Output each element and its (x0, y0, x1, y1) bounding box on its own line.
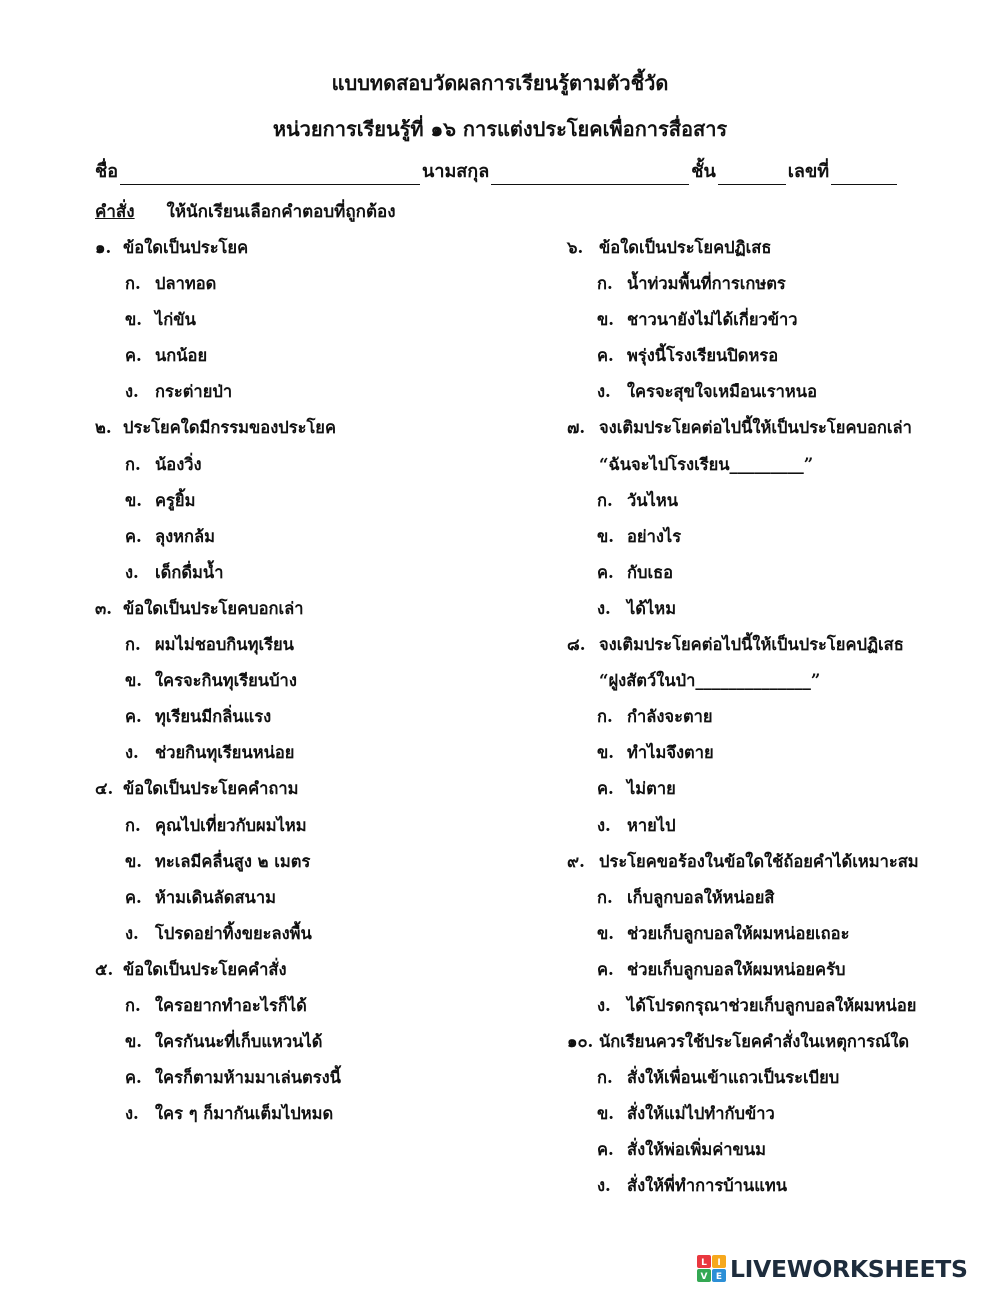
option-9-c[interactable]: ค. ช่วยเก็บลูกบอลให้ผมหน่อยครับ (597, 959, 846, 979)
option-3-b[interactable]: ข. ใครจะกินทุเรียนบ้าง (125, 671, 297, 691)
option-7-d[interactable]: ง. ได้ไหม (597, 598, 677, 618)
option-10-c[interactable]: ค. สั่งให้พ่อเพิ่มค่าขนม (597, 1140, 766, 1160)
surname-blank[interactable] (491, 164, 689, 185)
question-5: ๕. ข้อใดเป็นประโยคคำสั่ง (95, 959, 287, 979)
svg-text:L: L (701, 1258, 707, 1268)
option-10-d[interactable]: ง. สั่งให้พี่ทำการบ้านแทน (597, 1176, 788, 1196)
option-2-c[interactable]: ค. ลุงหกล้ม (125, 526, 216, 546)
questions-right-column (567, 230, 987, 1205)
option-1-b[interactable]: ข. ไก่ขัน (125, 310, 196, 330)
student-info-row (95, 156, 905, 185)
option-5-d[interactable]: ง. ใคร ๆ ก็มากันเต็มไปหมด (125, 1104, 334, 1124)
question-1: ๑. ข้อใดเป็นประโยค (95, 238, 249, 257)
option-7-a[interactable]: ก. วันไหน (597, 490, 678, 510)
option-7-c[interactable]: ค. กับเธอ (597, 562, 674, 582)
option-3-a[interactable]: ก. ผมไม่ชอบกินทุเรียน (125, 635, 294, 655)
page-title: แบบทดสอบวัดผลการเรียนรู้ตามตัวชี้วัด (331, 71, 669, 95)
name-label: ชื่อ (95, 161, 119, 182)
option-1-d[interactable]: ง. กระต่ายป่า (125, 382, 233, 402)
option-5-a[interactable]: ก. ใครอยากทำอะไรก็ได้ (125, 995, 307, 1015)
option-8-c[interactable]: ค. ไม่ตาย (597, 779, 676, 799)
name-blank[interactable] (120, 164, 420, 185)
option-4-c[interactable]: ค. ห้ามเดินลัดสนาม (125, 887, 276, 907)
question-7-sentence: “ฉันจะไปโรงเรียน_________” (599, 454, 814, 474)
option-3-c[interactable]: ค. ทุเรียนมีกลิ่นแรง (125, 707, 272, 727)
option-9-b[interactable]: ข. ช่วยเก็บลูกบอลให้ผมหน่อยเถอะ (597, 923, 850, 943)
option-10-a[interactable]: ก. สั่งให้เพื่อนเข้าแถวเป็นระเบียบ (597, 1068, 840, 1088)
number-label: เลขที่ (787, 161, 830, 182)
instruction-label: คำสั่ง (95, 202, 135, 222)
option-8-b[interactable]: ข. ทำไมจึงตาย (597, 743, 714, 763)
option-6-a[interactable]: ก. น้ำท่วมพื้นที่การเกษตร (597, 274, 786, 294)
instruction (95, 198, 396, 225)
question-7: ๗. จงเติมประโยคต่อไปนี้ให้เป็นประโยคบอกเล่า (567, 418, 912, 438)
question-10: ๑๐. นักเรียนควรใช้ประโยคคำสั่งในเหตุการณ์ใด (567, 1032, 910, 1052)
option-2-b[interactable]: ข. ครูยิ้ม (125, 490, 196, 510)
svg-text:I: I (717, 1258, 721, 1268)
question-3: ๓. ข้อใดเป็นประโยคบอกเล่า (95, 598, 304, 618)
option-2-a[interactable]: ก. น้องวิ่ง (125, 454, 202, 474)
option-9-a[interactable]: ก. เก็บลูกบอลให้หน่อยสิ (597, 887, 775, 907)
option-1-a[interactable]: ก. ปลาทอด (125, 274, 217, 294)
question-2: ๒. ประโยคใดมีกรรมของประโยค (95, 418, 337, 438)
option-5-c[interactable]: ค. ใครก็ตามห้ามมาเล่นตรงนี้ (125, 1068, 341, 1088)
instruction-text: ให้นักเรียนเลือกคำตอบที่ถูกต้อง (166, 202, 396, 222)
liveworksheets-logo[interactable] (697, 1254, 968, 1284)
option-2-d[interactable]: ง. เด็กดื่มน้ำ (125, 562, 224, 582)
option-6-b[interactable]: ข. ชาวนายังไม่ได้เกี่ยวข้าว (597, 310, 798, 330)
option-6-d[interactable]: ง. ใครจะสุขใจเหมือนเราหนอ (597, 382, 817, 402)
question-8-sentence: “ฝูงสัตว์ในป่า______________” (599, 671, 821, 691)
svg-text:E: E (715, 1272, 723, 1282)
option-4-a[interactable]: ก. คุณไปเที่ยวกับผมไหม (125, 815, 307, 835)
unit-subtitle: หน่วยการเรียนรู้ที่ ๑๖ การแต่งประโยคเพื่อการสื่อสาร (272, 117, 728, 141)
question-4: ๔. ข้อใดเป็นประโยคคำถาม (95, 779, 299, 799)
question-9: ๙. ประโยคขอร้องในข้อใดใช้ถ้อยคำได้เหมาะสม (567, 851, 919, 871)
option-4-b[interactable]: ข. ทะเลมีคลื่นสูง ๒ เมตร (125, 851, 311, 871)
questions-left-column (95, 230, 535, 1132)
option-6-c[interactable]: ค. พรุ่งนี้โรงเรียนปิดหรอ (597, 346, 779, 366)
option-3-d[interactable]: ง. ช่วยกินทุเรียนหน่อย (125, 743, 295, 763)
number-blank[interactable] (831, 164, 897, 185)
option-4-d[interactable]: ง. โปรดอย่าทิ้งขยะลงพื้น (125, 923, 312, 943)
surname-label: นามสกุล (422, 161, 490, 182)
option-10-b[interactable]: ข. สั่งให้แม่ไปทำกับข้าว (597, 1104, 775, 1124)
option-5-b[interactable]: ข. ใครกันนะที่เก็บแหวนได้ (125, 1032, 323, 1052)
liveworksheets-logo-text: LIVEWORKSHEETS (730, 1255, 968, 1283)
option-9-d[interactable]: ง. ได้โปรดกรุณาช่วยเก็บลูกบอลให้ผมหน่อย (597, 995, 917, 1015)
class-blank[interactable] (718, 164, 786, 185)
class-label: ชั้น (691, 161, 716, 182)
question-6: ๖. ข้อใดเป็นประโยคปฏิเสธ (567, 238, 772, 257)
option-1-c[interactable]: ค. นกน้อย (125, 346, 208, 366)
liveworksheets-logo-icon (697, 1255, 727, 1283)
question-8: ๘. จงเติมประโยคต่อไปนี้ให้เป็นประโยคปฏิเสธ (567, 635, 904, 655)
option-8-a[interactable]: ก. กำลังจะตาย (597, 707, 713, 727)
option-7-b[interactable]: ข. อย่างไร (597, 526, 682, 546)
option-8-d[interactable]: ง. หายไป (597, 815, 676, 835)
svg-text:V: V (700, 1272, 708, 1282)
